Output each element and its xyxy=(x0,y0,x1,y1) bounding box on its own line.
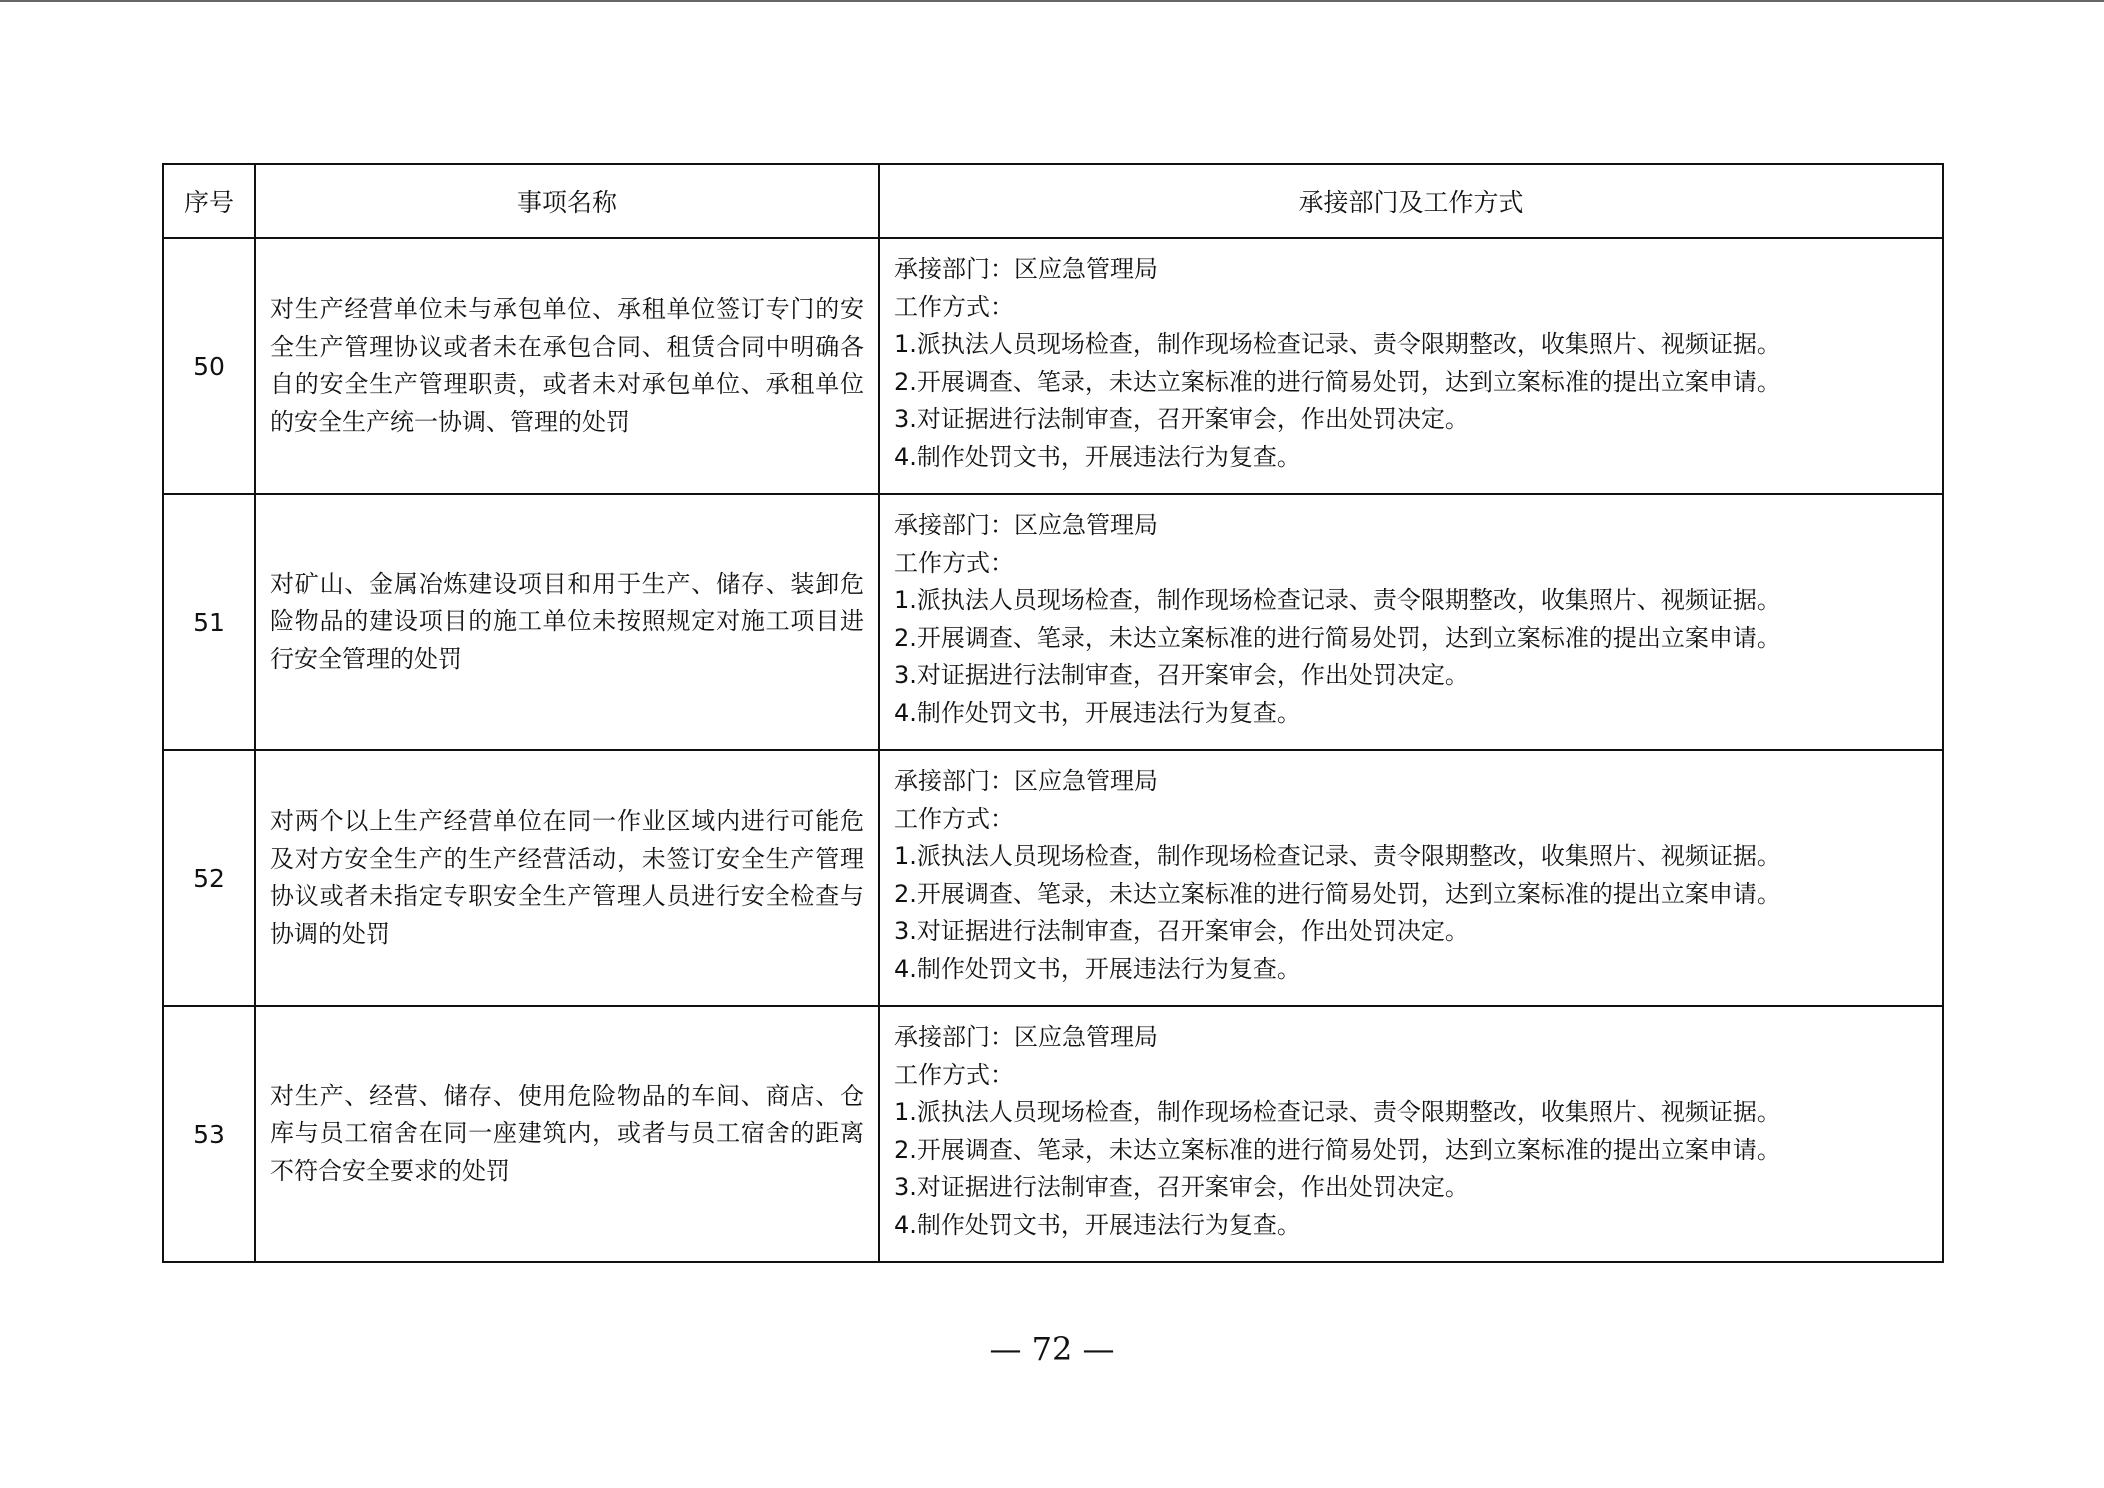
step-number: 4. xyxy=(894,442,917,471)
row-matter-name: 对两个以上生产经营单位在同一作业区域内进行可能危及对方安全生产的生产经营活动，未签订安全生产管理协议或者未指定专职安全生产管理人员进行安全检查与协调的处罚 xyxy=(255,750,879,1006)
step-text: 对证据进行法制审查，召开案审会，作出处罚决定。 xyxy=(916,917,1469,945)
row-seq-number: 51 xyxy=(163,494,255,750)
responsible-department: 承接部门：区应急管理局 xyxy=(894,767,1158,795)
responsible-department: 承接部门：区应急管理局 xyxy=(894,511,1158,539)
work-method-step xyxy=(894,951,1930,989)
step-number: 1. xyxy=(894,842,917,870)
table-body xyxy=(163,238,1943,1262)
work-method-step xyxy=(894,913,1930,951)
matters-table xyxy=(162,163,1944,1263)
table-row xyxy=(163,494,1943,750)
row-seq-number: 52 xyxy=(163,750,255,1006)
step-text: 开展调查、笔录，未达立案标准的进行简易处罚，达到立案标准的提出立案申请。 xyxy=(916,1135,1781,1164)
step-number: 4. xyxy=(894,954,917,983)
work-method-step xyxy=(894,1094,1930,1132)
step-text: 开展调查、笔录，未达立案标准的进行简易处罚，达到立案标准的提出立案申请。 xyxy=(916,623,1781,652)
table-row xyxy=(163,238,1943,494)
step-text: 派执法人员现场检查，制作现场检查记录、责令限期整改，收集照片、视频证据。 xyxy=(916,842,1781,870)
step-text: 派执法人员现场检查，制作现场检查记录、责令限期整改，收集照片、视频证据。 xyxy=(916,1098,1781,1126)
work-method-step xyxy=(894,401,1930,439)
step-number: 1. xyxy=(894,330,917,358)
work-method-step xyxy=(894,326,1930,364)
work-method-label: 工作方式： xyxy=(894,292,1014,321)
step-text: 制作处罚文书，开展违法行为复查。 xyxy=(916,954,1301,983)
table-row xyxy=(163,1006,1943,1262)
top-border-line xyxy=(0,0,2104,2)
step-text: 制作处罚文书，开展违法行为复查。 xyxy=(916,442,1301,471)
work-method-step xyxy=(894,838,1930,876)
dept-method-content xyxy=(894,1007,1930,1244)
work-method-step xyxy=(894,582,1930,620)
step-text: 对证据进行法制审查，召开案审会，作出处罚决定。 xyxy=(916,661,1469,689)
header-seq: 序号 xyxy=(163,164,255,238)
work-method-step xyxy=(894,1207,1930,1245)
responsible-department: 承接部门：区应急管理局 xyxy=(894,1023,1158,1051)
row-dept-and-method xyxy=(879,494,1943,750)
work-method-step xyxy=(894,1169,1930,1207)
step-number: 4. xyxy=(894,1210,917,1239)
row-seq-number: 50 xyxy=(163,238,255,494)
row-dept-and-method xyxy=(879,1006,1943,1262)
step-number: 2. xyxy=(894,1135,917,1164)
row-dept-and-method xyxy=(879,238,1943,494)
row-matter-name: 对生产、经营、储存、使用危险物品的车间、商店、仓库与员工宿舍在同一座建筑内，或者与员工宿舍的距离不符合安全要求的处罚 xyxy=(255,1006,879,1262)
table-row xyxy=(163,750,1943,1006)
work-method-step xyxy=(894,1132,1930,1170)
work-method-label: 工作方式： xyxy=(894,804,1014,833)
step-number: 2. xyxy=(894,367,917,396)
step-text: 派执法人员现场检查，制作现场检查记录、责令限期整改，收集照片、视频证据。 xyxy=(916,586,1781,614)
dept-method-content xyxy=(894,239,1930,476)
page-number: — 72 — xyxy=(989,1330,1115,1368)
step-number: 3. xyxy=(894,405,917,433)
work-method-label: 工作方式： xyxy=(894,1060,1014,1089)
step-text: 开展调查、笔录，未达立案标准的进行简易处罚，达到立案标准的提出立案申请。 xyxy=(916,879,1781,908)
row-dept-and-method xyxy=(879,750,1943,1006)
step-text: 对证据进行法制审查，召开案审会，作出处罚决定。 xyxy=(916,1173,1469,1201)
work-method-step xyxy=(894,695,1930,733)
work-method-label: 工作方式： xyxy=(894,548,1014,577)
work-method-step xyxy=(894,439,1930,477)
work-method-step xyxy=(894,620,1930,658)
step-text: 派执法人员现场检查，制作现场检查记录、责令限期整改，收集照片、视频证据。 xyxy=(916,330,1781,358)
step-number: 3. xyxy=(894,917,917,945)
step-number: 2. xyxy=(894,879,917,908)
work-method-step xyxy=(894,364,1930,402)
table-header-row xyxy=(163,164,1943,238)
header-way: 承接部门及工作方式 xyxy=(879,164,1943,238)
step-text: 对证据进行法制审查，召开案审会，作出处罚决定。 xyxy=(916,405,1469,433)
dept-method-content xyxy=(894,495,1930,732)
step-number: 2. xyxy=(894,623,917,652)
step-text: 开展调查、笔录，未达立案标准的进行简易处罚，达到立案标准的提出立案申请。 xyxy=(916,367,1781,396)
work-method-step xyxy=(894,876,1930,914)
row-matter-name: 对矿山、金属冶炼建设项目和用于生产、储存、装卸危险物品的建设项目的施工单位未按照规定对施工项目进行安全管理的处罚 xyxy=(255,494,879,750)
step-number: 3. xyxy=(894,661,917,689)
header-name: 事项名称 xyxy=(255,164,879,238)
work-method-step xyxy=(894,657,1930,695)
step-number: 3. xyxy=(894,1173,917,1201)
step-text: 制作处罚文书，开展违法行为复查。 xyxy=(916,698,1301,727)
row-matter-name: 对生产经营单位未与承包单位、承租单位签订专门的安全生产管理协议或者未在承包合同、租赁合同中明确各自的安全生产管理职责，或者未对承包单位、承租单位的安全生产统一协调、管理的处罚 xyxy=(255,238,879,494)
step-number: 1. xyxy=(894,1098,917,1126)
dept-method-content xyxy=(894,751,1930,988)
row-seq-number: 53 xyxy=(163,1006,255,1262)
step-number: 1. xyxy=(894,586,917,614)
step-text: 制作处罚文书，开展违法行为复查。 xyxy=(916,1210,1301,1239)
step-number: 4. xyxy=(894,698,917,727)
responsible-department: 承接部门：区应急管理局 xyxy=(894,255,1158,283)
